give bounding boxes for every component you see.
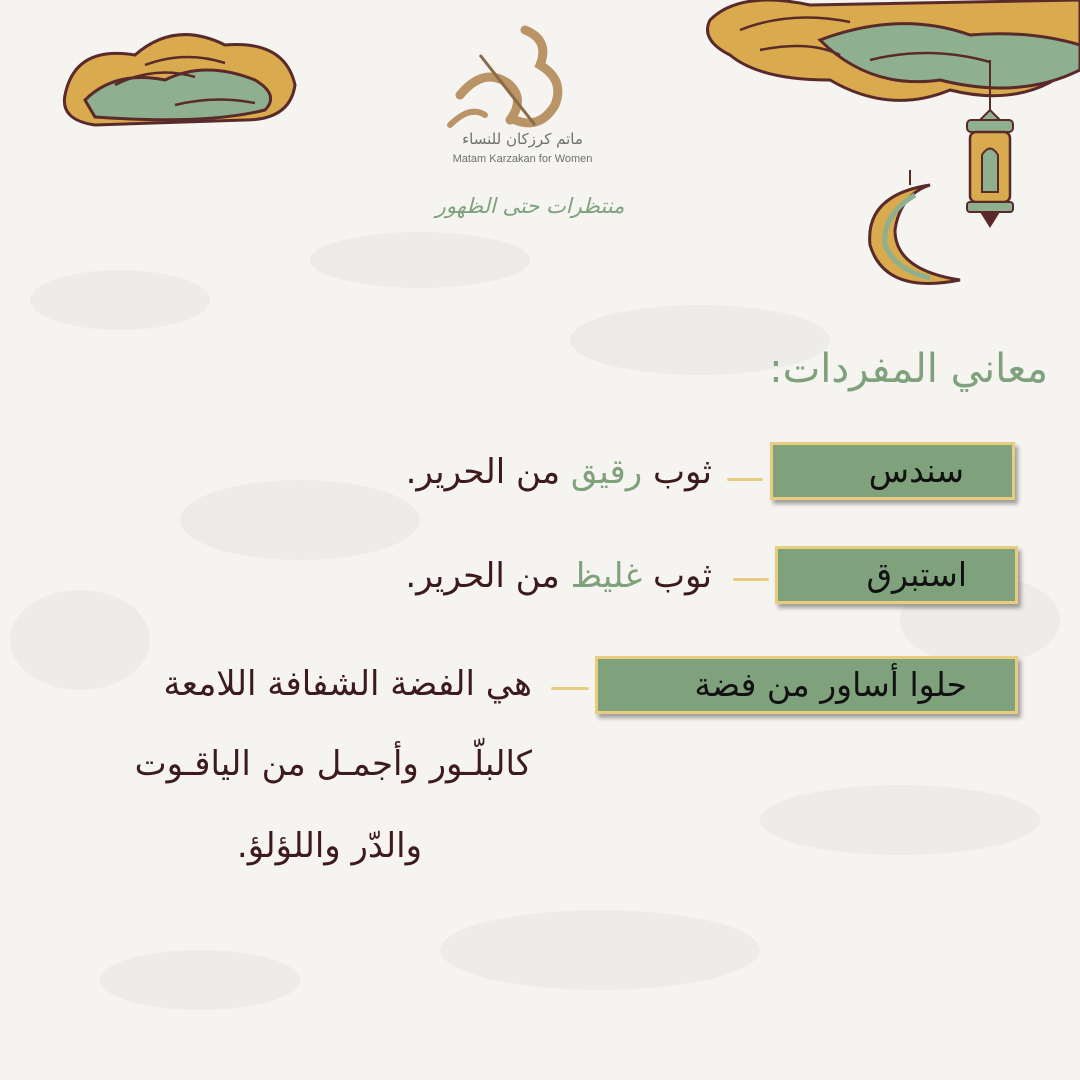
connector-line: [733, 578, 769, 581]
cloud-left-decoration: [55, 25, 300, 130]
connector-line: [551, 687, 589, 690]
definition-text: من الحرير.: [405, 556, 571, 596]
definition-highlight: رقيق: [570, 452, 643, 492]
term-box-istabraq: استبرق: [775, 546, 1018, 604]
definition-line: كالبلّـور وأجمـل من الياقـوت: [134, 744, 532, 784]
definition-text: ثوب: [642, 556, 712, 596]
section-heading: معاني المفردات:: [769, 346, 1048, 392]
logo-english-name: Matam Karzakan for Women: [452, 153, 593, 165]
definition-istabraq: [405, 556, 712, 596]
definition-sundus: [406, 452, 712, 492]
definition-highlight: غليظ: [570, 556, 643, 596]
definition-text: ثوب: [642, 452, 712, 492]
connector-line: [727, 478, 763, 481]
definition-line: هي الفضة الشفافة اللامعة: [163, 664, 532, 704]
term-box-silver-bracelets: حلوا أساور من فضة: [595, 656, 1018, 714]
crescent-moon-icon: [860, 170, 970, 300]
definition-line: والدّر واللؤلؤ.: [236, 826, 422, 866]
lantern-icon: [955, 60, 1025, 235]
logo-arabic-name: ماتم كرزكان للنساء: [462, 130, 583, 148]
term-box-sundus: سندس: [770, 442, 1015, 500]
definition-text: من الحرير.: [405, 452, 571, 492]
calligraphy-logo-icon: [440, 25, 570, 140]
logo-tagline: منتظرات حتى الظهور: [435, 194, 625, 218]
